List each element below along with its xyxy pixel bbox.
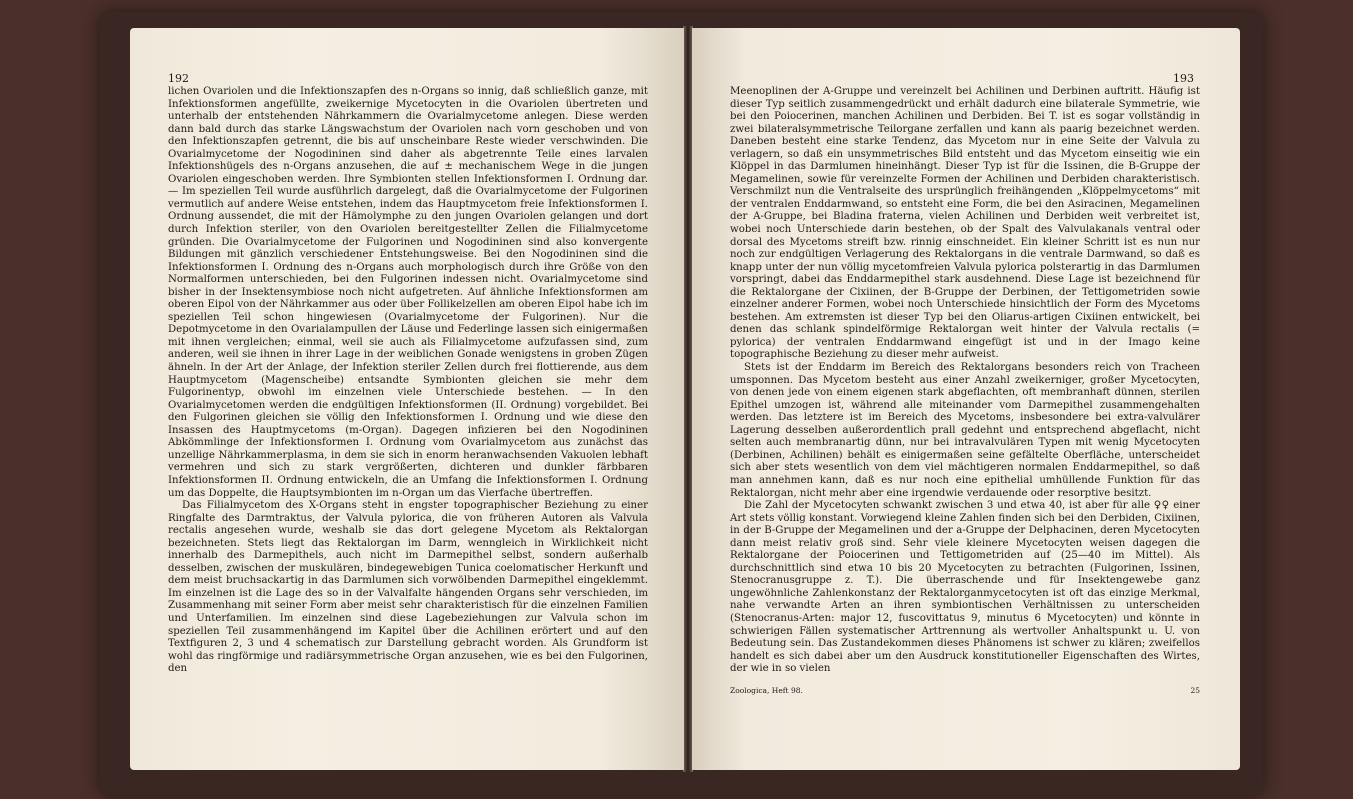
paragraph: Meenoplinen der A-Gruppe und vereinzelt bei Achilinen und Derbinen auftritt. Häufig ist dieser Typ seitlich zusammengedrückt und erhält dadurch eine bilaterale Symmetrie, wie bei den Poiocerinen, manchen Achilinen und Derbiden. Bei T. ist es sogar vollständig in zwei bilateralsymmetrische Teilorgane zerfallen und kann als paarig bezeichnet werden. Daneben besteht eine starke Tendenz, das Mycetom nur in eine Seite der Valvula zu verlagern, so daß ein unsymmetrisches Bild entsteht und das Mycetom einseitig wie ein Klöppel in das Darmlumen hineinhängt. Dieser Typ ist für die Issinen, die B-Gruppe der Megamelinen, sowie für vereinzelte Formen der Achilinen und Derbiden charakteristisch. Verschmilzt nun die Ventralseite des ursprünglich freihängenden „Klöppelmycetoms“ mit der ventralen Enddarmwand, so entsteht eine Form, die bei den Asiracinen, Megamelinen der A-Gruppe, bei Bladina fraterna, vielen Achilinen und Derbiden weit verbreitet ist, wobei noch Unterschiede darin bestehen, ob der Spalt des Valvulakanals ventral oder dorsal des Mycetoms streift bzw. rinnig einschneidet. Ein kleiner Schritt ist es nun nur noch zur endgültigen Verlagerung des Rektalorgans in die ventrale Darmwand, so daß es knapp unter der nun völlig mycetomfreien Valvula pylorica polsterartig in das Darmlumen vorspringt, dabei das Enddarmepithel stark ausdehnend. Diese Lage ist bezeichnend für die Rektalorgane der Cixiinen, der B-Gruppe der Derbinen, der Tettigometriden sowie einzelner anderer Formen, wobei noch Unterschiede hinsichtlich der Form des Mycetoms bestehen. Am extremsten ist dieser Typ bei den Oliarus-artigen Cixiinen entwickelt, bei denen das schlank spindelförmige Rektalorgan weit hinter der Valvula rectalis (= pylorica) der ventralen Enddarmwand eingefügt ist und in der Imago keine topographische Beziehung zu dieser mehr aufweist. <box>730 86 1200 361</box>
page-body <box>168 86 648 676</box>
footer-signature: 25 <box>1190 686 1200 695</box>
paragraph: Die Zahl der Mycetocyten schwankt zwischen 3 und etwa 40, ist aber für alle ♀♀ einer Art stets völlig konstant. Vorwiegend kleine Zahlen finden sich bei den Derbiden, Cixiinen, in der B-Gruppe der Megamelinen und der a-Gruppe der Delphacinen, deren Mycetocyten dann meist relativ groß sind. Sehr viele kleinere Mycetocyten weisen dagegen die Rektalorgane der Poiocerinen und Tettigometriden auf (25—40 im Mittel). Als durchschnittlich sind etwa 10 bis 20 Mycetocyten zu betrachten (Fulgorinen, Issinen, Stenocranusgruppe z. T.). Die überraschende und für Insektengewebe ganz ungewöhnliche Zahlenkonstanz der Rektalorganmycetocyten ist oft das einzige Merkmal, nahe verwandte Arten an ihren symbiontischen Verhältnissen zu unterscheiden (Stenocranus-Arten: major 12, fuscovittatus 9, minutus 6 Mycetocyten) und könnte in schwierigen Fällen systematischer Arttrennung als wertvoller Anhaltspunkt u. U. von Bedeutung sein. Das Zustandekommen dieses Phänomens ist schwer zu klären; zweifellos handelt es sich dabei aber um den Ausdruck konstitutioneller Eigenschaften des Wirtes, der wie in so vielen <box>730 500 1200 675</box>
left-page <box>130 28 684 770</box>
page-body <box>730 86 1200 676</box>
page-footer <box>730 686 1200 695</box>
paragraph: Das Filialmycetom des X-Organs steht in engster topographischer Beziehung zu einer Ringfalte des Darmtraktus, der Valvula pylorica, die von früheren Autoren als Valvula rectalis angesehen wurde, weshalb sie das dort gelegene Mycetom als Rektalorgan bezeichneten. Stets liegt das Rektalorgan im Darm, wenngleich in Wirklichkeit nicht innerhalb des Darmepithels, auch nicht im Darmepithel selbst, sondern außerhalb desselben, zwischen der muskulären, bindegewebigen Tunica coelomatischer Herkunft und dem meist bruchsackartig in das Darmlumen sich vorwölbenden Darmepithel eingeklemmt. Im einzelnen ist die Lage des so in der Valvalfalte hängenden Organs sehr verschieden, im Zusammenhang mit seiner Form aber meist sehr charakteristisch für die einzelnen Familien und Unterfamilien. Im einzelnen sind diese Lagebeziehungen zur Valvula schon im speziellen Teil zusammenhängend im Kapitel über die Achilinen erörtert und auf den Textfiguren 2, 3 und 4 schematisch zur Darstellung gebracht worden. Als Grundform ist wohl das ringförmige und radiärsymmetrische Organ anzusehen, wie es bei den Fulgorinen, den <box>168 500 648 675</box>
paragraph: lichen Ovariolen und die Infektionszapfen des n-Organs so innig, daß schließlich ganze, mit Infektionsformen angefüllte, zweikernige Mycetocyten in die Ovariolen übertreten und unterhalb der entstehenden Nährkammern die Ovarialmycetome anlegen. Diese werden dann bald durch das starke Längswachstum der Ovariolen nach vorn geschoben und von den Infektionszapfen getrennt, die bis auf unscheinbare Reste wieder verschwinden. Die Ovarialmycetome der Nogodininen sind daher als abgetrennte Teile eines larvalen Infektionshügels des n-Organs anzusehen, die auf ± mechanischem Wege in die jungen Ovariolen eingeschoben werden. Ihre Symbionten stellen Infektionsformen I. Ordnung dar. — Im speziellen Teil wurde ausführlich dargelegt, daß die Ovarialmycetome der Fulgorinen vermutlich auf andere Weise entstehen, indem das Hauptmycetom freie Infektionsformen I. Ordnung aussendet, die mit der Hämolymphe zu den jungen Ovariolen gelangen und dort durch Infektion steriler, von den Ovariolen bereitgestellter Zellen die Filialmycetome gründen. Die Ovarialmycetome der Fulgorinen und Nogodininen sind also konvergente Bildungen mit gänzlich verschiedener Entstehungsweise. Bei den Nogodininen sind die Infektionsformen I. Ordnung des n-Organs auch morphologisch durch ihre Größe von den Normalformen unterschieden, bei den Fulgorinen indessen nicht. Ovarialmycetome sind bisher in der Insektensymbiose noch nicht aufgetreten. Auf ähnliche Infektionsformen am oberen Eipol von der Nährkammer aus oder über Follikelzellen am oberen Eipol habe ich im speziellen Teil schon hingewiesen (Ovarialmycetome der Fulgorinen). Nur die Depotmycetome in den Ovarialampullen der Läuse und Federlinge lassen sich einigermaßen mit ihnen vergleichen; einmal, weil sie auch als Filialmycetome aufzufassen sind, zum anderen, weil sie ihnen in ihrer Lage in der weiblichen Gonade wenigstens in groben Zügen ähneln. In der Art der Anlage, der Infektion steriler Zellen durch frei flottierende, aus dem Hauptmycetom (Magenscheibe) entsandte Symbionten gleichen sie mehr dem Fulgorinentyp, obwohl im einzelnen viele Unterschiede bestehen. — In den Ovarialmycetomen werden die endgültigen Infektionsformen (II. Ordnung) vorgebildet. Bei den Fulgorinen gleichen sie völlig den Infektionsformen I. Ordnung und wie diese den Insassen des Hauptmycetoms (m-Organ). Dagegen infizieren bei den Nogodininen Abkömmlinge der Infektionsformen I. Ordnung vom Ovarialmycetom aus zunächst das unzellige Nährkammerplasma, in dem sie sich in enorm heranwachsenden Vakuolen lebhaft vermehren und sich zu stark vergrößerten, dichteren und dunkler färbbaren Infektionsformen II. Ordnung entwickeln, die an Umfang die Infektionsformen I. Ordnung um das Doppelte, die Hauptsymbionten im n-Organ um das Vierfache übertreffen. <box>168 86 648 499</box>
footer-journal: Zoologica, Heft 98. <box>730 686 803 695</box>
page-number: 192 <box>168 72 189 85</box>
paragraph: Stets ist der Enddarm im Bereich des Rektalorgans besonders reich von Tracheen umsponnen. Das Mycetom besteht aus einer Anzahl zweikerniger, großer Mycetocyten, von denen jede von einem eigenen stark abgeflachten, oft membranhaft dünnen, sterilen Epithel umzogen ist, während alle miteinander vom Darmepithel zusammengehalten werden. Das letztere ist im Bereich des Mycetoms, insbesondere bei extra-valvulärer Lagerung desselben außerordentlich prall gedehnt und entsprechend abgeflacht, nicht selten auch membranartig dünn, nur bei intravalvulären Typen mit wenig Mycetocyten (Derbinen, Achilinen) behält es einigermaßen seine gefältelte Oberfläche, unterscheidet sich aber stets wesentlich von dem viel mächtigeren normalen Enddarmepithel, so daß man annehmen kann, daß es nur noch eine epithelial umhüllende Funktion für das Rektalorgan, nicht mehr aber eine irgendwie verdauende oder resorptive besitzt. <box>730 362 1200 499</box>
page-number: 193 <box>1173 72 1194 85</box>
right-page <box>692 28 1240 770</box>
